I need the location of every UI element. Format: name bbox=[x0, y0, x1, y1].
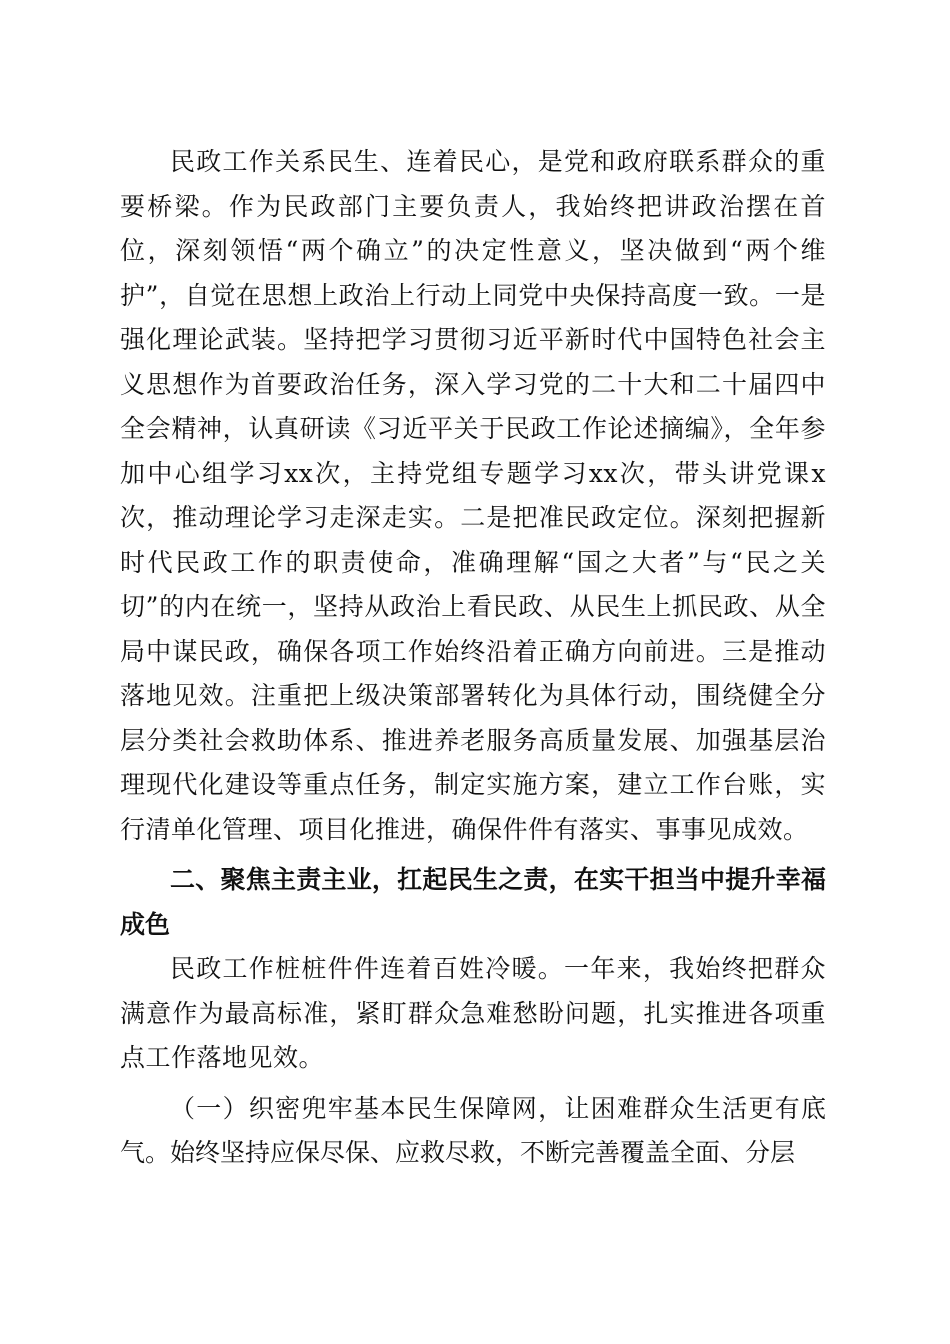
paragraph-political-stance: 民政工作关系民生、连着民心，是党和政府联系群众的重要桥梁。作为民政部门主要负责人，我始终把讲政治摆在首位，深刻领悟“两个确立”的决定性意义，坚决做到“两个维护”，自觉在思想上政治上行动上同党中央保持高度一致。一是强化理论武装。坚持把学习贯彻习近平新时代中国特色社会主义思想作为首要政治任务，深入学习党的二十大和二十届四中全会精神，认真研读《习近平关于民政工作论述摘编》，全年参加中心组学习xx次，主持党组专题学习xx次，带头讲党课x次，推动理论学习走深走实。二是把准民政定位。深刻把握新时代民政工作的职责使命，准确理解“国之大者”与“民之关切”的内在统一，坚持从政治上看民政、从民生上抓民政、从全局中谋民政，确保各项工作始终沿着正确方向前进。三是推动落地见效。注重把上级决策部署转化为具体行动，围绕健全分层分类社会救助体系、推进养老服务高质量发展、加强基层治理现代化建设等重点任务，制定实施方案，建立工作台账，实行清单化管理、项目化推进，确保件件有落实、事事见成效。 bbox=[120, 147, 826, 844]
subsection-1-paragraph: （一）织密兜牢基本民生保障网，让困难群众生活更有底气。始终坚持应保尽保、应救尽救，不断完善覆盖全面、分层 bbox=[120, 1093, 826, 1167]
document-body bbox=[120, 140, 826, 1176]
paragraph-section-2-intro: 民政工作桩桩件件连着百姓冷暖。一年来，我始终把群众满意作为最高标准，紧盯群众急难愁盼问题，扎实推进各项重点工作落地见效。 bbox=[120, 954, 826, 1072]
section-heading-2: 二、聚焦主责主业，扛起民生之责，在实干担当中提升幸福成色 bbox=[120, 865, 826, 939]
